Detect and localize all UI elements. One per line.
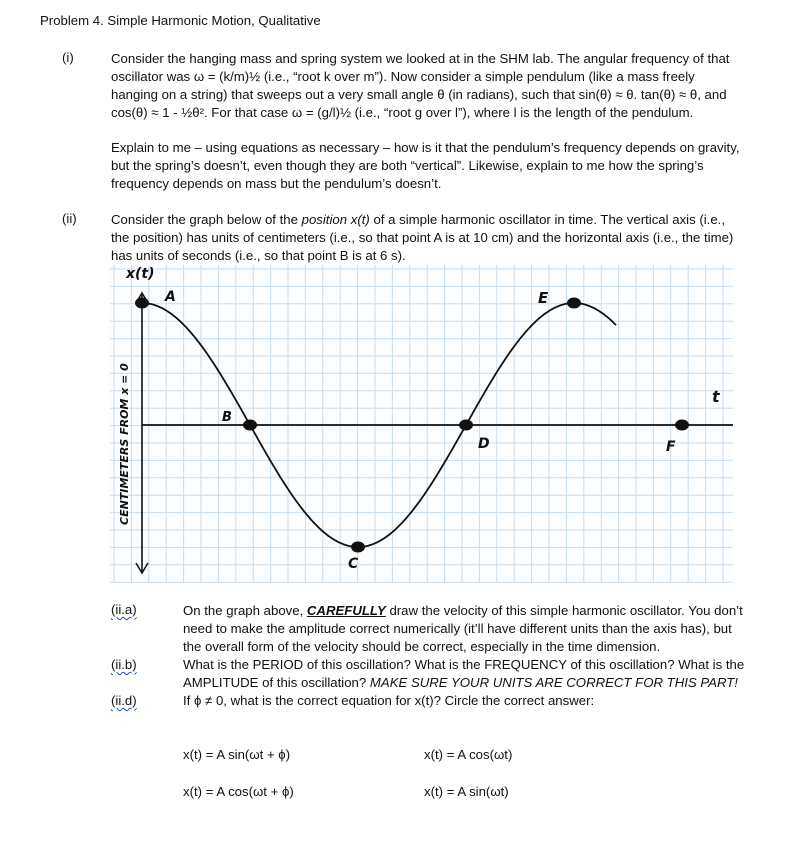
part-ii-line-3: has units of seconds (i.e., so that point B is at 6 s). (111, 248, 406, 263)
sub-a-emphasis: CAREFULLY (306, 603, 386, 618)
part-i-p2-line-2: but the spring’s doesn’t, even though they are both “vertical”. Likewise, explain to me how the spring’s (111, 158, 704, 173)
point-f (675, 420, 689, 431)
point-c (351, 542, 365, 553)
point-b (243, 420, 257, 431)
sub-d-number: (ii.d) (111, 693, 137, 708)
label-b: B (222, 410, 232, 425)
choice-sin-phi[interactable]: x(t) = A sin(ωt + ϕ) (183, 747, 291, 762)
y-axis-label: x(t) (126, 266, 155, 282)
part-ii-line-2: the position) has units of centimeters (i.e., so that point A is at 10 cm) and the horizontal axis (i.e., the time) (111, 230, 734, 245)
sub-b-line-2-pre: AMPLITUDE of this oscillation? (183, 675, 370, 690)
part-ii-line-1-emphasis: position x(t) (301, 212, 370, 227)
part-i-p2-line-1: Explain to me – using equations as necessary – how is it that the pendulum’s frequency depends on gravity, (111, 140, 740, 155)
part-i-line-3: hanging on a string) that sweeps out a very small angle θ (in radians), such that sin(θ) ≈ θ. tan(θ) ≈ θ, and (111, 87, 727, 102)
position-time-graph (110, 265, 733, 583)
choice-sin[interactable]: x(t) = A sin(ωt) (424, 784, 509, 799)
part-i-line-1: Consider the hanging mass and spring system we looked at in the SHM lab. The angular frequency of that (111, 51, 730, 66)
sub-b-text (183, 656, 773, 692)
part-i-number: (i) (62, 50, 74, 65)
sub-b-line-1: What is the PERIOD of this oscillation? What is the FREQUENCY of this oscillation? What is the (183, 657, 745, 672)
problem-title: Problem 4. Simple Harmonic Motion, Qualitative (40, 13, 321, 28)
part-i-line-4: cos(θ) ≈ 1 - ½θ². For that case ω = (g/l)½ (i.e., “root g over l”), where l is the length of the pendulum. (111, 105, 694, 120)
sub-d-line-1: If ϕ ≠ 0, what is the correct equation for x(t)? Circle the correct answer: (183, 693, 595, 708)
part-ii-line-1a: Consider the graph below of the (111, 212, 302, 227)
sub-a-line-1 (183, 602, 773, 620)
part-i-line-2: oscillator was ω = (k/m)½ (i.e., “root k over m”). Now consider a simple pendulum (like a mass freely (111, 69, 695, 84)
x-axis-label: t (712, 387, 720, 406)
label-f: F (666, 439, 676, 455)
sub-a-line-1-post: draw the velocity of this simple harmonic oscillator. You don’t (385, 603, 743, 618)
label-a: A (165, 289, 176, 305)
sub-b-emphasis: MAKE SURE YOUR UNITS ARE CORRECT FOR THIS PART! (369, 675, 738, 690)
point-a (135, 298, 149, 309)
graph-background (110, 265, 733, 583)
label-c: C (348, 556, 359, 572)
part-i-p2-line-3: frequency depends on mass but the pendulum’s doesn’t. (111, 176, 442, 191)
point-d (459, 420, 473, 431)
part-ii-line-1b: of a simple harmonic oscillator in time. The vertical axis (i.e., (369, 212, 725, 227)
choice-cos-phi[interactable]: x(t) = A cos(ωt + ϕ) (183, 784, 294, 799)
part-ii-paragraph (111, 211, 771, 265)
sub-a-line-2: need to make the amplitude correct numerically (it’ll have different units than the axis has), but (183, 621, 732, 636)
part-i-paragraph-1 (111, 50, 771, 122)
part-i-paragraph-2 (111, 139, 771, 193)
label-d: D (478, 436, 490, 452)
choice-cos[interactable]: x(t) = A cos(ωt) (424, 747, 513, 762)
y-axis-side-label: CENTIMETERS FROM x = 0 (118, 363, 131, 525)
sub-a-text (183, 602, 773, 656)
part-ii-line-1 (111, 211, 771, 229)
sub-a-line-1-pre: On the graph above, (183, 603, 307, 618)
sub-a-number: (ii.a) (111, 602, 137, 617)
sub-b-number: (ii.b) (111, 657, 137, 672)
sub-b-line-2 (183, 674, 773, 692)
sub-a-line-3: the overall form of the velocity should be correct, especially in the time dimension. (183, 639, 661, 654)
part-ii-number: (ii) (62, 211, 77, 226)
label-e: E (538, 289, 549, 307)
point-e (567, 298, 581, 309)
